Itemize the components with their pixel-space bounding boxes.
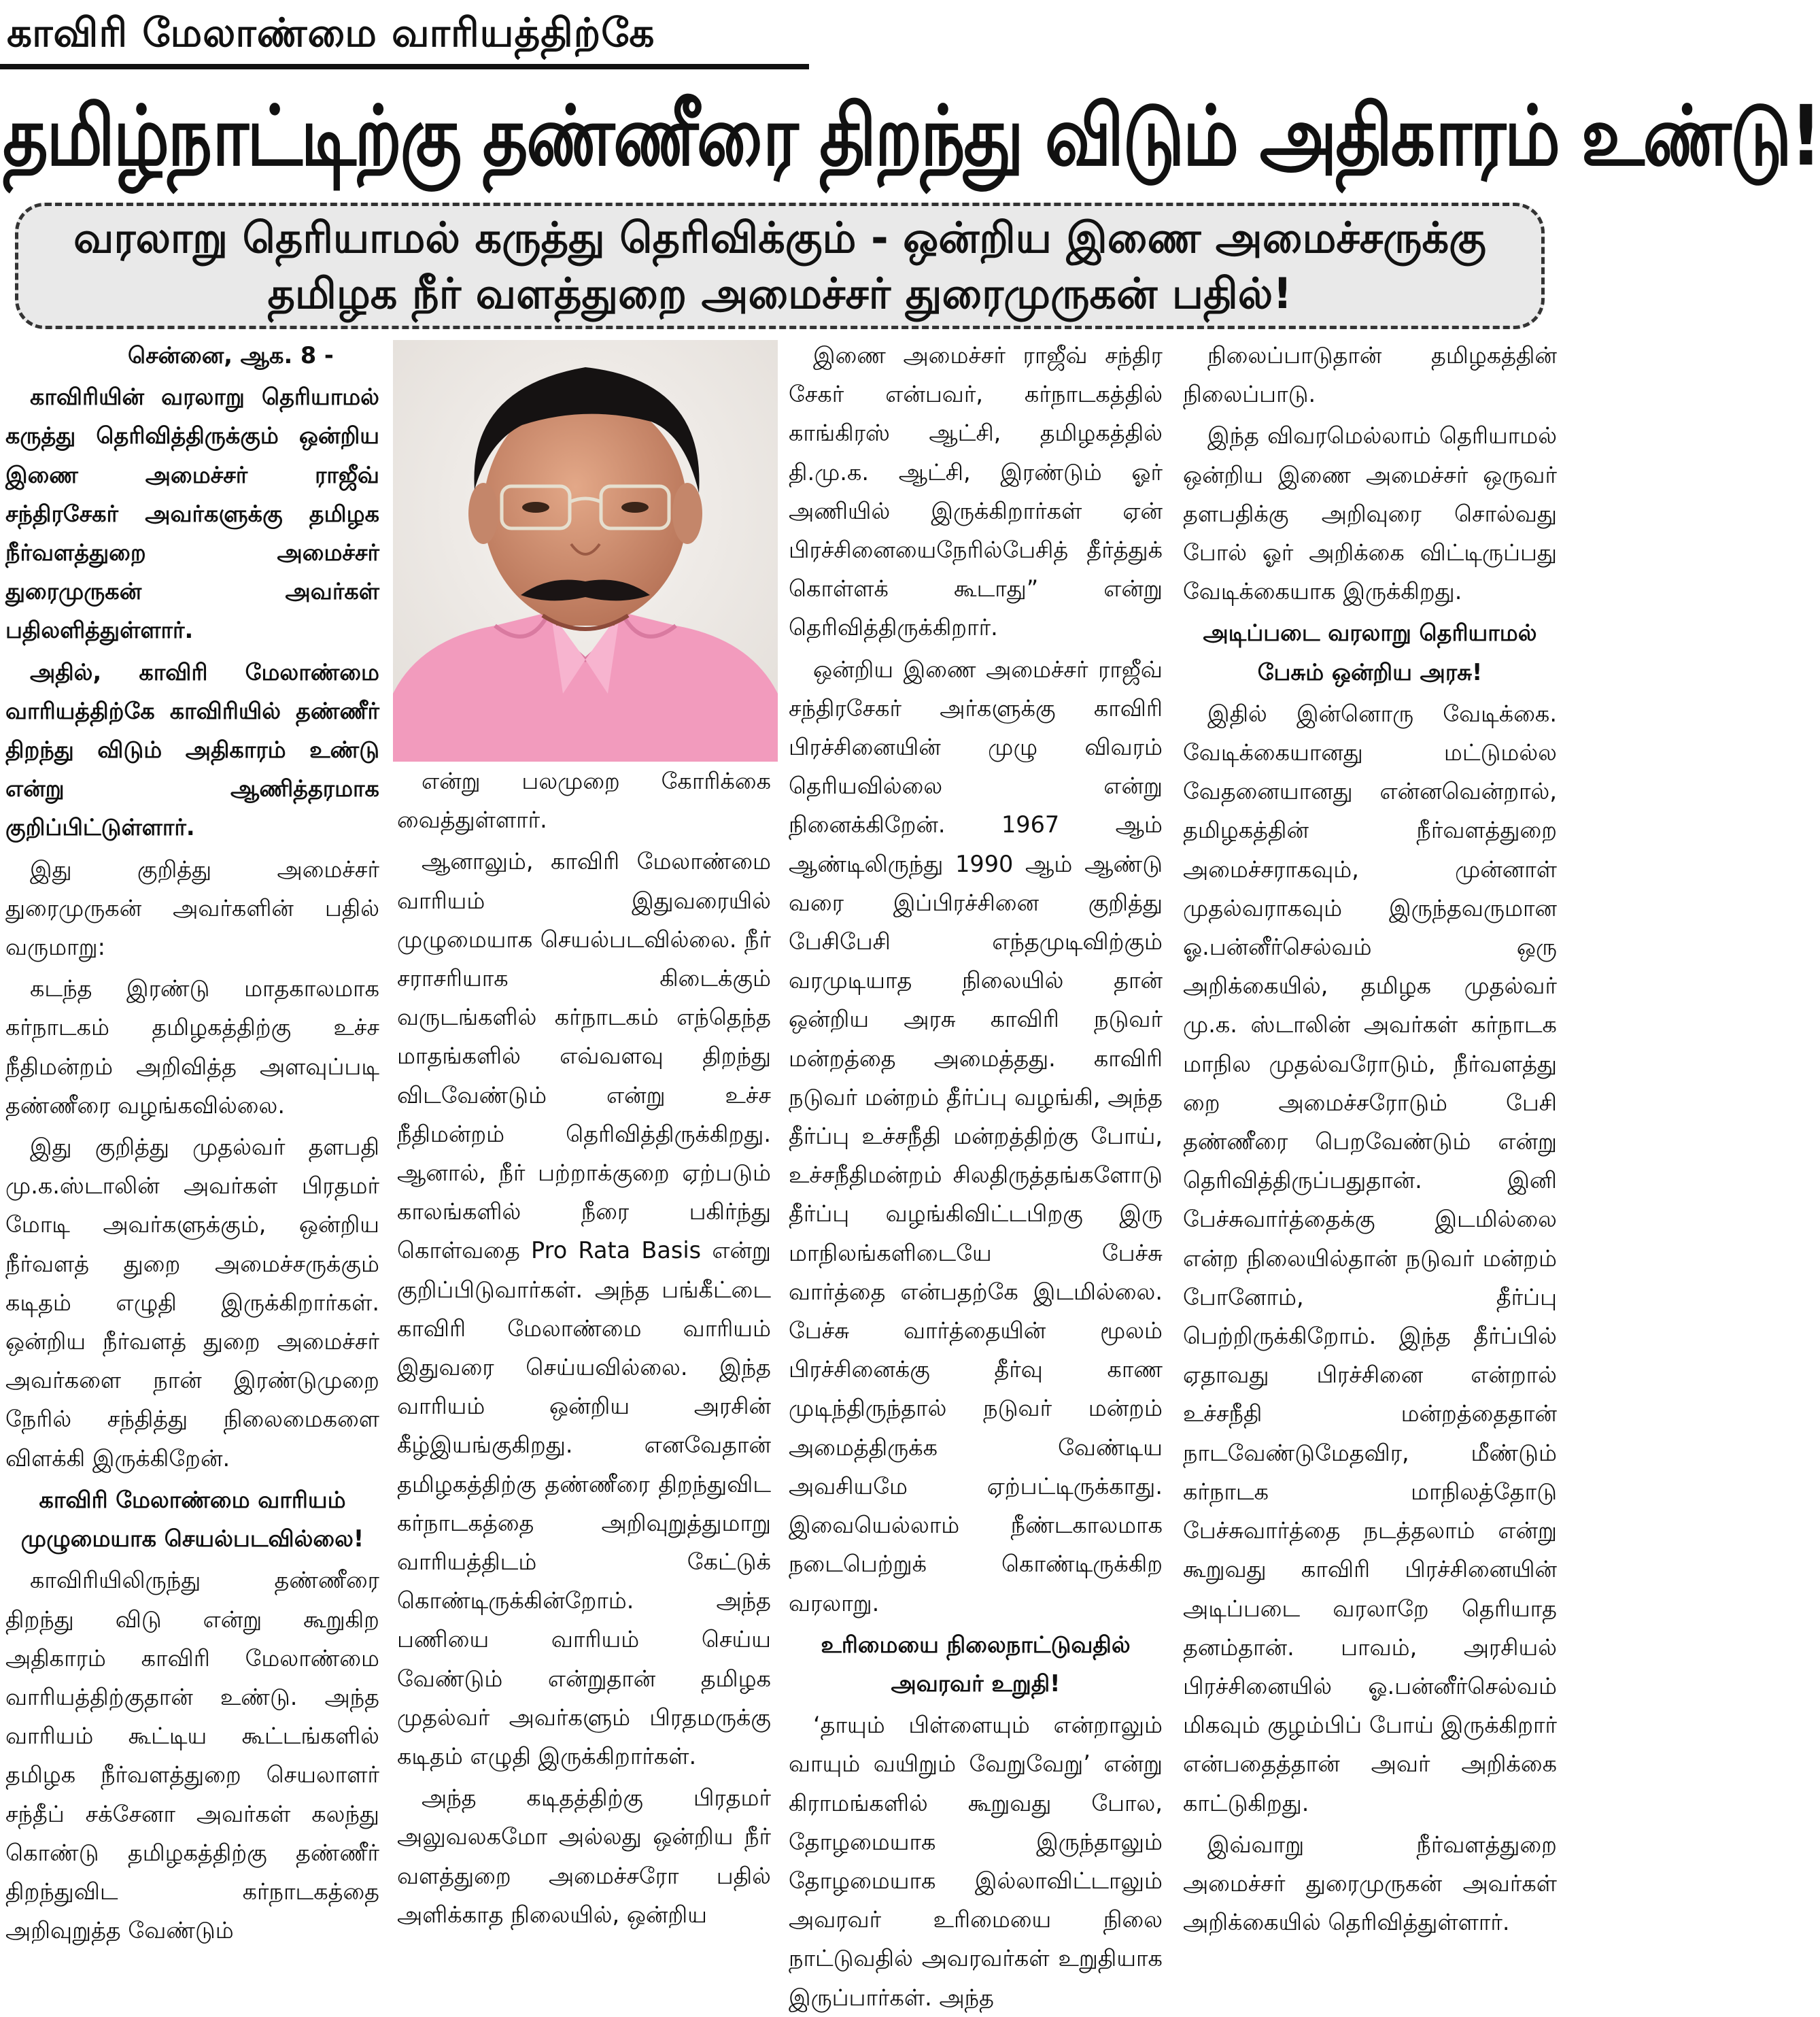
paragraph: இவ்வாறு நீர்வளத்துறை அமைச்சர் துரைமுருகன் அவர்கள் அறிக்கையில் தெரிவித்துள்ளார். <box>1183 1831 1557 1936</box>
paragraph: ‘தாயும் பிள்ளையும் என்றாலும் வாயும் வயிறும் வேறுவேறு’ என்று கிராமங்களில் கூறுவது போல, தோழமையாக இருந்தாலும் தோழமையாக இல்லாவிட்டாலும் அவரவர் உரிமையை நிலை நாட்டுவதில் அவரவர்கள் உறுதியாக இருப்பார்கள். அந்த <box>789 1712 1163 2011</box>
section-subheading: அடிப்படை வரலாறு தெரியாமல் பேசும் ஒன்றிய அரசு! <box>1203 620 1537 685</box>
article-column-3 <box>789 336 1163 2011</box>
paragraph: இணை அமைச்சர் ராஜீவ் சந்திர சேகர் என்பவர், கர்நாடகத்தில் காங்கிரஸ் ஆட்சி, தமிழகத்தில் தி.மு.க. ஆட்சி, இரண்டும் ஓர் அணியில் இருக்கிறார்கள் ஏன் பிரச்சினையைநேரில்பேசித் தீர்த்துக் கொள்ளக் கூடாது” என்று தெரிவித்திருக்கிறார். <box>789 342 1163 641</box>
section-subheading: காவிரி மேலாண்மை வாரியம் முழுமையாக செயல்படவில்லை! <box>20 1486 364 1553</box>
subhead-box <box>15 203 1545 329</box>
lead-paragraph-2: அதில், காவிரி மேலாண்மை வாரியத்திற்கே காவிரியில் தண்ணீர் திறந்து விடும் அதிகாரம் உண்டு என்று ஆணித்தரமாக குறிப்பிட்டுள்ளார். <box>5 658 379 841</box>
paragraph: காவிரியிலிருந்து தண்ணீரை திறந்து விடு என்று கூறுகிற அதிகாரம் காவிரி மேலாண்மை வாரியத்திற்குதான் உண்டு. அந்த வாரியம் கூட்டிய கூட்டங்களில் தமிழக நீர்வளத்துறை செயலாளர் சந்தீப் சக்சேனா அவர்கள் கலந்து கொண்டு தமிழகத்திற்கு தண்ணீர் திறந்துவிட கர்நாடகத்தை அறிவுறுத்த வேண்டும் <box>5 1567 379 1944</box>
section-subheading: உரிமையை நிலைநாட்டுவதில் அவரவர் உறுதி! <box>821 1631 1131 1697</box>
paragraph: அந்த கடிதத்திற்கு பிரதமர் அலுவலகமோ அல்லது ஒன்றிய நீர் வளத்துறை அமைச்சரோ பதில் அளிக்காத நிலையில், ஒன்றிய <box>397 1784 771 1928</box>
paragraph: நிலைப்பாடுதான் தமிழகத்தின் நிலைப்பாடு. <box>1183 342 1557 408</box>
paragraph: ஆனாலும், காவிரி மேலாண்மை வாரியம் இதுவரையில் முழுமையாக செயல்படவில்லை. நீர் சராசரியாக கிடைக்கும் வருடங்களில் கர்நாடகம் எந்தெந்த மாதங்களில் எவ்வளவு திறந்து விடவேண்டும் என்று உச்ச நீதிமன்றம் தெரிவித்திருக்கிறது. ஆனால், நீர் பற்றாக்குறை ஏற்படும் காலங்களில் நீரை பகிர்ந்து கொள்வதை Pro Rata Basis என்று குறிப்பிடுவார்கள். அந்த பங்கீட்டை காவிரி மேலாண்மை வாரியம் இதுவரை செய்யவில்லை. இந்த வாரியம் ஒன்றிய அரசின் கீழ்இயங்குகிறது. எனவேதான் தமிழகத்திற்கு தண்ணீரை திறந்துவிட கர்நாடகத்தை அறிவுறுத்துமாறு வாரியத்திடம் கேட்டுக் கொண்டிருக்கின்றோம். அந்த பணியை வாரியம் செய்ய வேண்டும் என்றுதான் தமிழக முதல்வர் அவர்களும் பிரதமருக்கு கடிதம் எழுதி இருக்கிறார்கள். <box>397 848 771 1770</box>
kicker: காவிரி மேலாண்மை வாரியத்திற்கே <box>7 10 655 56</box>
paragraph: கடந்த இரண்டு மாதகாலமாக கர்நாடகம் தமிழகத்திற்கு உச்ச நீதிமன்றம் அறிவித்த அளவுப்படி தண்ணீரை வழங்கவில்லை. <box>5 975 379 1119</box>
lead-paragraph: காவிரியின் வரலாறு தெரியாமல் கருத்து தெரிவித்திருக்கும் ஒன்றிய இணை அமைச்சர் ராஜீவ் சந்திரசேகர் அவர்களுக்கு தமிழக நீர்வளத்துறை அமைச்சர் துரைமுருகன் அவர்கள் பதிலளித்துள்ளார். <box>5 384 379 644</box>
paragraph: இந்த விவரமெல்லாம் தெரியாமல் ஒன்றிய இணை அமைச்சர் ஒருவர் தளபதிக்கு அறிவுரை சொல்வது போல் ஓர் அறிக்கை விட்டிருப்பது வேடிக்கையாக இருக்கிறது. <box>1183 422 1557 605</box>
article-column-4 <box>1183 336 1557 1936</box>
portrait-photo-icon <box>393 340 778 762</box>
subhead-line-2: தமிழக நீர் வளத்துறை அமைச்சர் துரைமுருகன் பதில்! <box>267 269 1292 318</box>
paragraph: என்று பலமுறை கோரிக்கை வைத்துள்ளார். <box>397 768 771 834</box>
paragraph: இது குறித்து முதல்வர் தளபதி மு.க.ஸ்டாலின் அவர்கள் பிரதமர் மோடி அவர்களுக்கும், ஒன்றிய நீர்வளத் துறை அமைச்சருக்கும் கடிதம் எழுதி இருக்கிறார்கள். ஒன்றிய நீர்வளத் துறை அமைச்சர் அவர்களை நான் இரண்டுமுறை நேரில் சந்தித்து நிலைமைகளை விளக்கி இருக்கிறேன். <box>5 1134 379 1472</box>
dateline: சென்னை, ஆக. 8 - <box>128 342 334 369</box>
headline: தமிழ்நாட்டிற்கு தண்ணீரை திறந்து விடும் அதிகாரம் உண்டு! <box>3 88 1820 184</box>
paragraph: இது குறித்து அமைச்சர் துரைமுருகன் அவர்களின் பதில் வருமாறு: <box>5 855 379 961</box>
paragraph: ஒன்றிய இணை அமைச்சர் ராஜீவ் சந்திரசேகர் அர்களுக்கு காவிரி பிரச்சினையின் முழு விவரம் தெரியவில்லை என்று நினைக்கிறேன். 1967 ஆம் ஆண்டிலிருந்து 1990 ஆம் ஆண்டு வரை இப்பிரச்சினை குறித்து பேசிபேசி எந்தமுடிவிற்கும் வரமுடியாத நிலையில் தான் ஒன்றிய அரசு காவிரி நடுவர் மன்றத்தை அமைத்தது. காவிரி நடுவர் மன்றம் தீர்ப்பு வழங்கி, அந்த தீர்ப்பு உச்சநீதி மன்றத்திற்கு போய், உச்சநீதிமன்றம் சிலதிருத்தங்களோடு தீர்ப்பு வழங்கிவிட்டபிறகு இரு மாநிலங்களிடையே பேச்சு வார்த்தை என்பதற்கே இடமில்லை. பேச்சு வார்த்தையின் மூலம் பிரச்சினைக்கு தீர்வு காண முடிந்திருந்தால் நடுவர் மன்றம் அமைத்திருக்க வேண்டிய அவசியமே ஏற்பட்டிருக்காது. இவையெல்லாம் நீண்டகாலமாக நடைபெற்றுக் கொண்டிருக்கிற வரலாறு. <box>789 656 1163 1616</box>
portrait-photo <box>393 340 778 762</box>
kicker-rule <box>0 64 809 69</box>
article-column-1 <box>5 336 379 1944</box>
article-column-2 <box>397 762 771 1928</box>
subhead-line-1: வரலாறு தெரியாமல் கருத்து தெரிவிக்கும் - ஒன்றிய இணை அமைச்சருக்கு <box>73 213 1486 262</box>
paragraph: இதில் இன்னொரு வேடிக்கை. வேடிக்கையானது மட்டுமல்ல வேதனையானது என்னவென்றால், தமிழகத்தின் நீர்வளத்துறை அமைச்சராகவும், முன்னாள் முதல்வராகவும் இருந்தவருமான ஓ.பன்னீர்செல்வம் ஒரு அறிக்கையில், தமிழக முதல்வர் மு.க. ஸ்டாலின் அவர்கள் கர்நாடக மாநில முதல்வரோடும், நீர்வளத்து றை அமைச்சரோடும் பேசி தண்ணீரை பெறவேண்டும் என்று தெரிவித்திருப்பதுதான். இனி பேச்சுவார்த்தைக்கு இடமில்லை என்ற நிலையில்தான் நடுவர் மன்றம் போனோம், தீர்ப்பு பெற்றிருக்கிறோம். இந்த தீர்ப்பில் ஏதாவது பிரச்சினை என்றால் உச்சநீதி மன்றத்தைதான் நாடவேண்டுமேதவிர, மீண்டும் கர்நாடக மாநிலத்தோடு பேச்சுவார்த்தை நடத்தலாம் என்று கூறுவது காவிரி பிரச்சினையின் அடிப்படை வரலாறே தெரியாத தனம்தான். பாவம், அரசியல் பிரச்சினையில் ஓ.பன்னீர்செல்வம் மிகவும் குழம்பிப் போய் இருக்கிறார் என்பதைத்தான் அவர் அறிக்கை காட்டுகிறது. <box>1183 700 1557 1816</box>
